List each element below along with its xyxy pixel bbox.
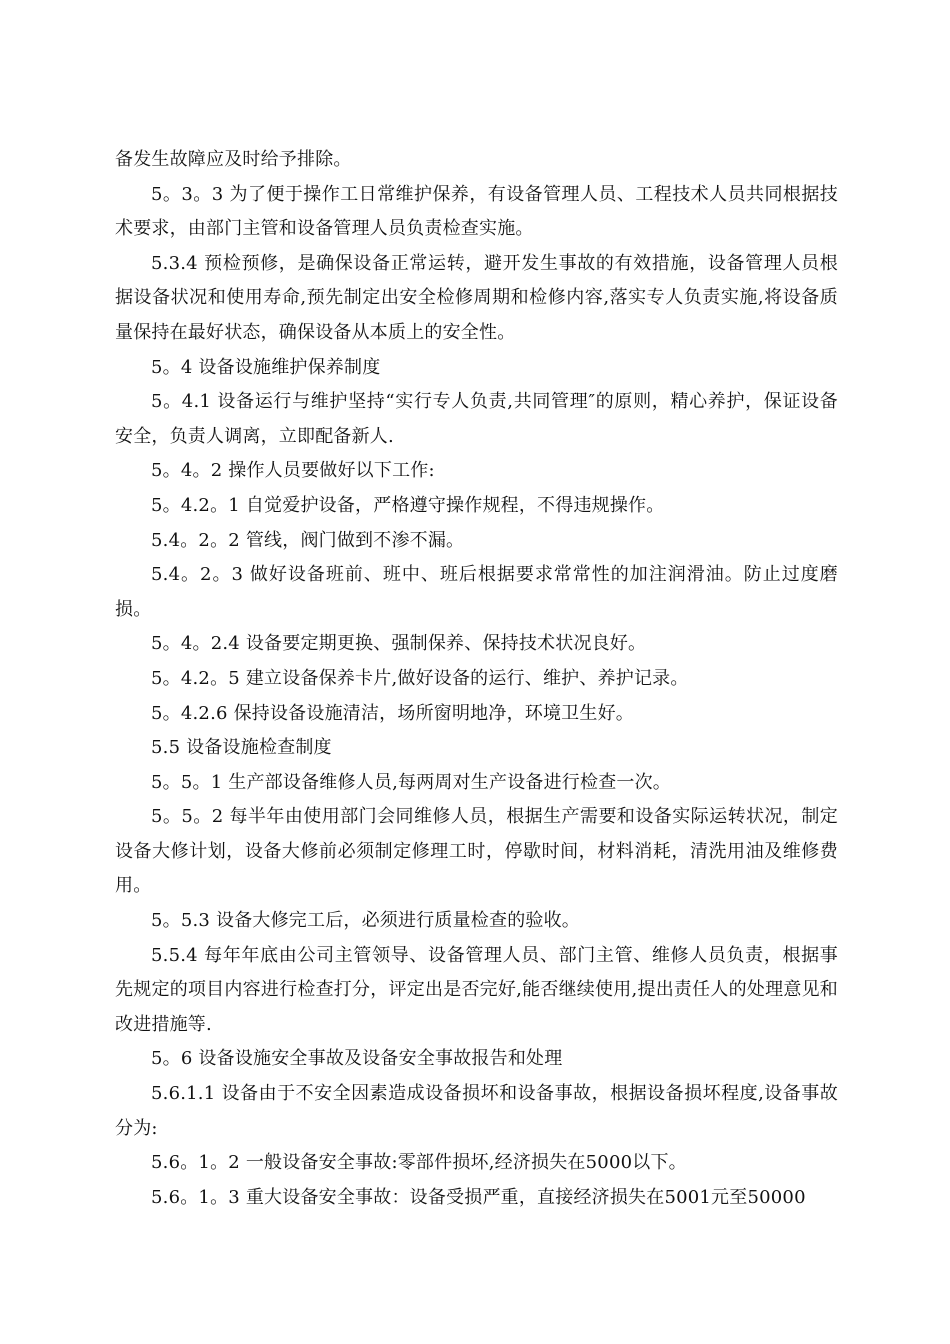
paragraph-5-5-1: 5。5。1 生产部设备维修人员,每两周对生产设备进行检查一次。 [151, 771, 671, 793]
paragraph-5-3-3: 5。3。3 为了便于操作工日常维护保养，有设备管理人员、工程技术人员共同根据技术要求，由部门主管和设备管理人员负责检查实施。 [115, 183, 838, 240]
paragraph-5-5-4: 5.5.4 每年年底由公司主管领导、设备管理人员、部门主管、维修人员负责，根据事先规定的项目内容进行检查打分，评定出是否完好,能否继续使用,提出责任人的处理意见和改进措施等. [115, 944, 838, 1035]
paragraph-5-4-2-2: 5.4。2。2 管线，阀门做到不渗不漏。 [151, 529, 465, 551]
paragraph-5-4-2-6: 5。4.2.6 保持设备设施清洁，场所窗明地净，环境卫生好。 [151, 702, 634, 724]
paragraph-5-4-2-3: 5.4。2。3 做好设备班前、班中、班后根据要求常常性的加注润滑油。防止过度磨损。 [115, 564, 838, 620]
paragraph-5-4-2-1: 5。4.2。1 自觉爱护设备，严格遵守操作规程，不得违规操作。 [151, 494, 665, 516]
paragraph-5-5-2: 5。5。2 每半年由使用部门会同维修人员，根据生产需要和设备实际运转状况，制定设备大修计划，设备大修前必须制定修理工时，停歇时间，材料消耗，清洗用油及维修费用。 [115, 806, 838, 897]
paragraph-5-4-1: 5。4.1 设备运行与维护坚持“实行专人负责,共同管理″的原则，精心养护，保证设备安全，负责人调离，立即配备新人. [115, 391, 838, 447]
paragraph-5-4-2-4: 5。4。2.4 设备要定期更换、强制保养、保持技术状况良好。 [151, 633, 647, 655]
section-heading-5-5: 5.5 设备设施检查制度 [151, 737, 332, 759]
paragraph-5-3-4: 5.3.4 预检预修，是确保设备正常运转，避开发生事故的有效措施，设备管理人员根据设备状况和使用寿命,预先制定出安全检修周期和检修内容,落实专人负责实施,将设备质量保持在最好状态，确保设备从本质上的安全性。 [115, 252, 838, 343]
paragraph-continuation: 备发生故障应及时给予排除。 [115, 149, 352, 170]
paragraph-5-6-1-2: 5.6。1。2 一般设备安全事故:零部件损坏,经济损失在5000以下。 [151, 1152, 687, 1174]
section-heading-5-6: 5。6 设备设施安全事故及设备安全事故报告和处理 [151, 1048, 563, 1070]
paragraph-5-6-1-3: 5.6。1。3 重大设备安全事故：设备受损严重，直接经济损失在5001元至50000 [151, 1186, 806, 1208]
document-body [115, 143, 838, 1215]
paragraph-5-6-1-1: 5.6.1.1 设备由于不安全因素造成设备损坏和设备事故，根据设备损坏程度,设备事故分为: [115, 1083, 838, 1139]
section-heading-5-4: 5。4 设备设施维护保养制度 [151, 356, 381, 378]
paragraph-5-4-2: 5。4。2 操作人员要做好以下工作: [151, 460, 435, 482]
paragraph-5-4-2-5: 5。4.2。5 建立设备保养卡片,做好设备的运行、维护、养护记录。 [151, 667, 689, 689]
paragraph-5-5-3: 5。5.3 设备大修完工后，必须进行质量检查的验收。 [151, 910, 580, 932]
